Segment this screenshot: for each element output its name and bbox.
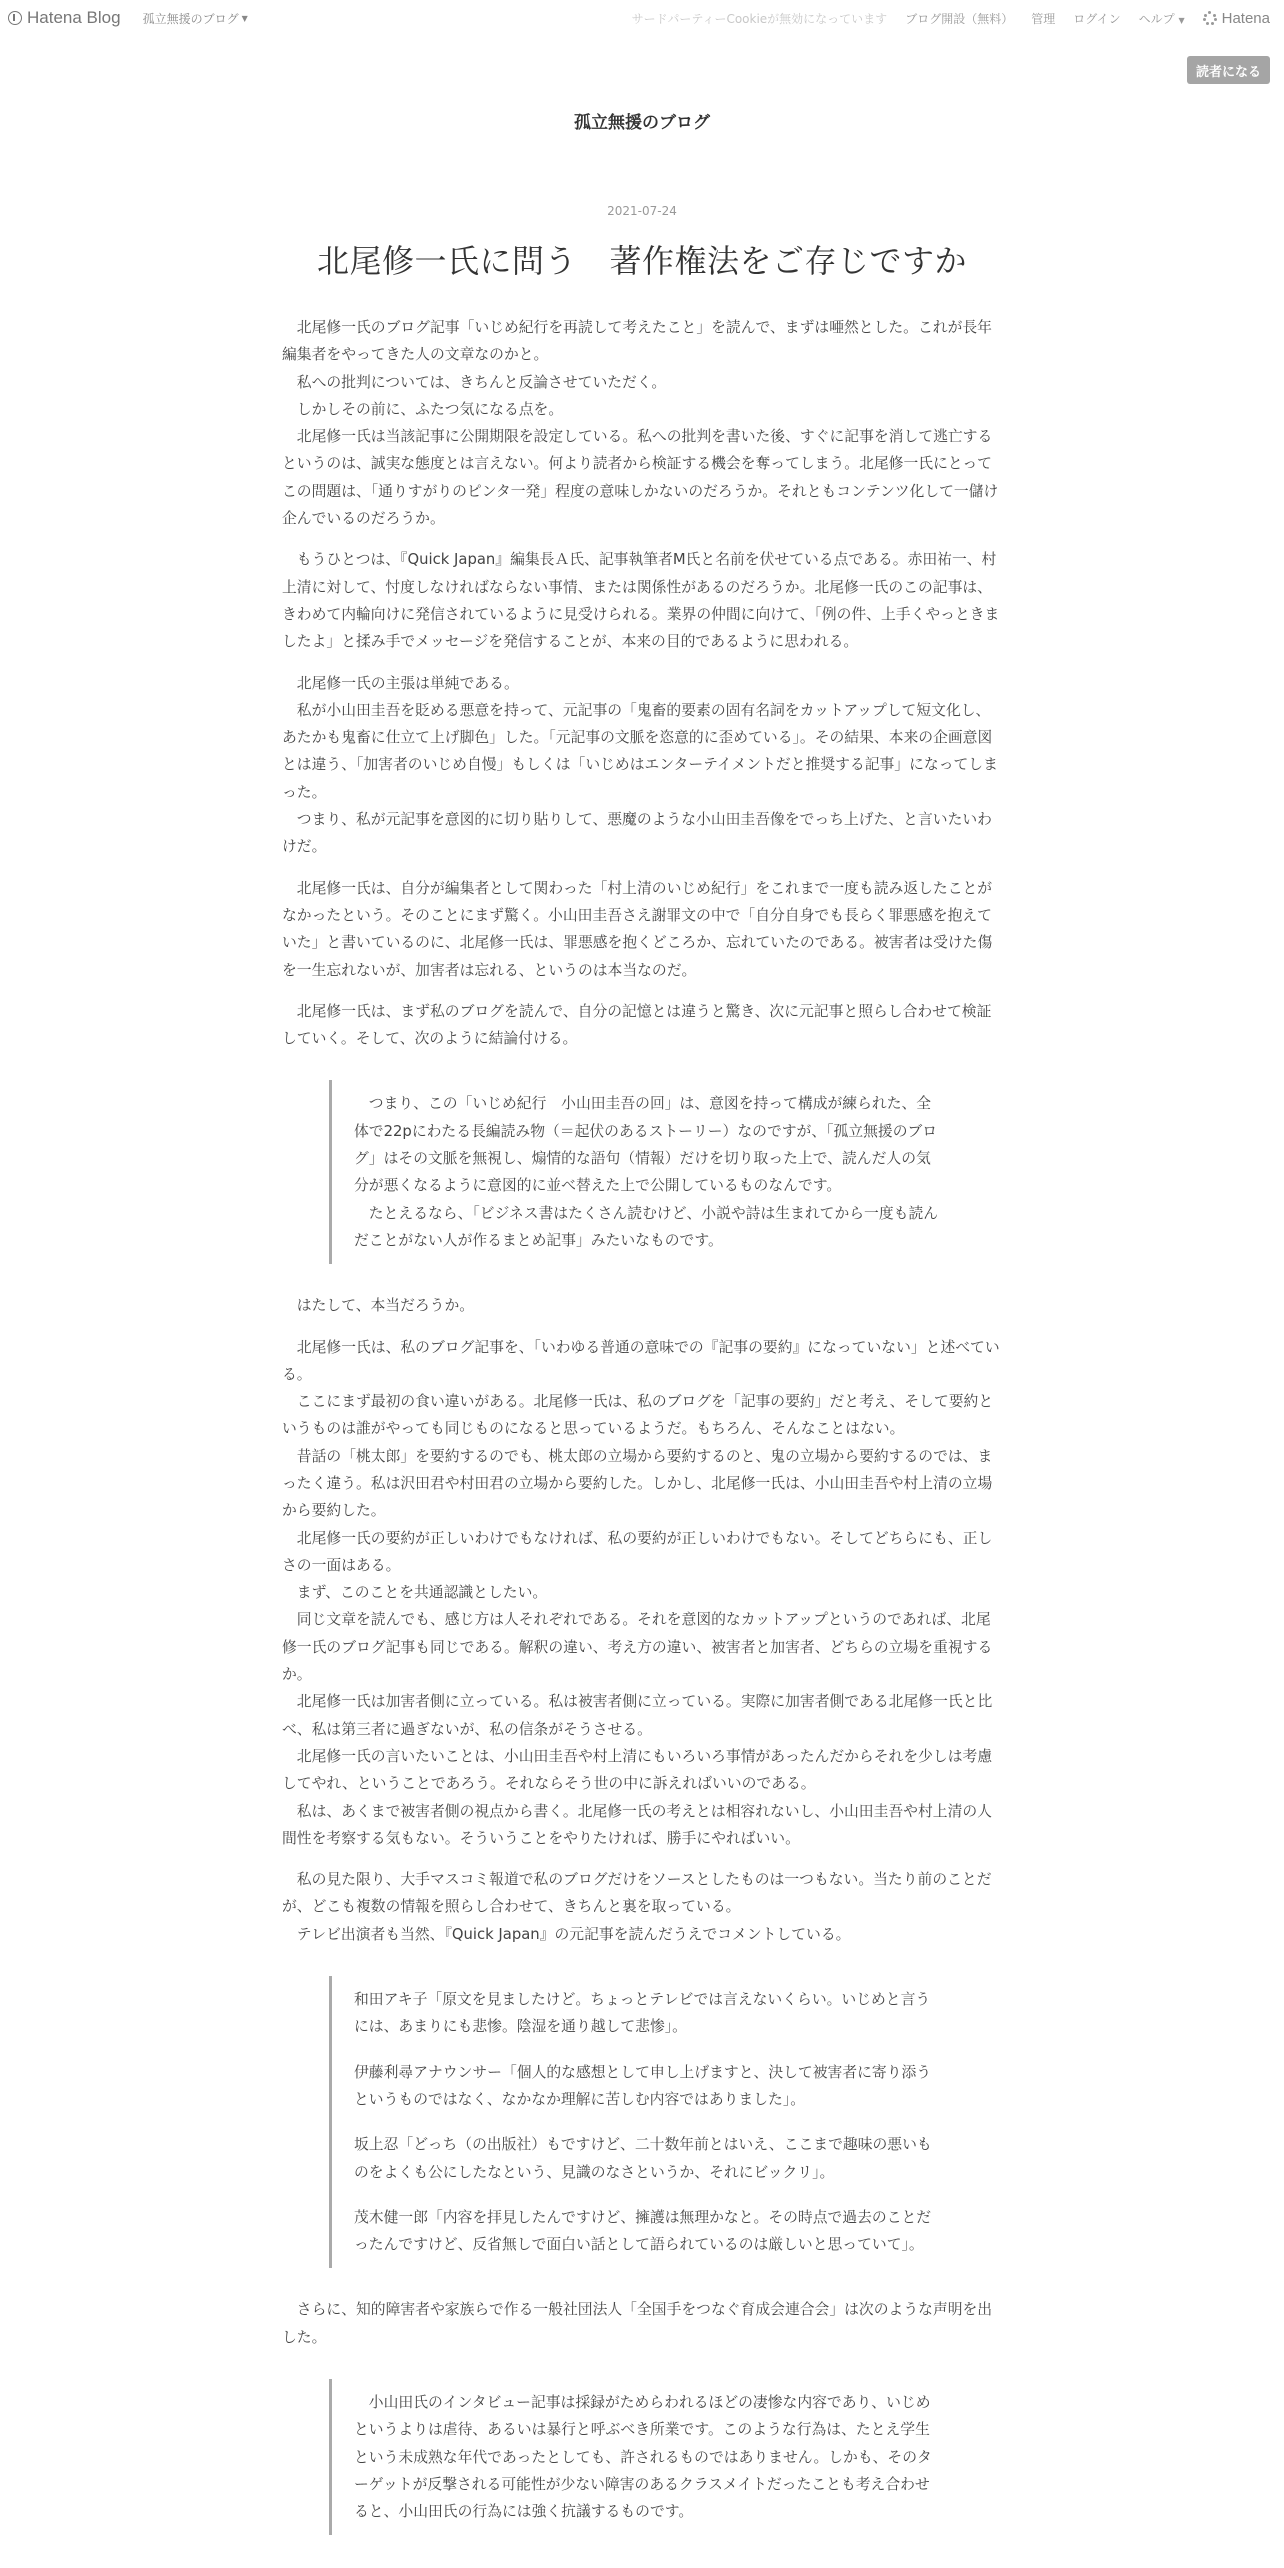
header-right <box>632 0 1270 36</box>
help-menu[interactable] <box>1139 10 1185 27</box>
paragraph: もうひとつは、『Quick Japan』編集長Ａ氏、記事執筆者M氏と名前を伏せている点である。赤田祐一、村上清に対して、忖度しなければならない事情、または関係性があるのだろうか。北尾修一氏のこの記事は、きわめて内輪向けに発信されているように見受けられる。業界の仲間に向けて、「例の件、上手くやっときましたよ」と揉み手でメッセージを発信することが、本来の目的であるように思われる。 <box>282 551 1000 651</box>
paragraph: さらに、知的障害者や家族らで作る一般社団法人「全国手をつなぐ育成会連合会」は次のような声明を出した。 <box>282 2301 993 2346</box>
paragraph: 北尾修一氏のブログ記事「いじめ紀行を再読して考えたこと」を読んで、まずは唖然とした。これが長年編集者をやってきた人の文章なのかと。 私への批判については、きちんと反論させていただく。 しかしその前に、ふたつ気になる点を。 北尾修一氏は当該記事に公開期限を設定している。私への批判を書いた後、すぐに記事を消して逃亡するというのは、誠実な態度とは言えない。何より読者から検証する機会を奪ってしまう。北尾修一氏にとってこの問題は、「通りすがりのピンタ一発」程度の意味しかないのだろうか。それともコンテンツ化して一儲け企んでいるのだろうか。 <box>282 319 999 528</box>
quote-text: 茂木健一郎「内容を拝見したんですけど、擁護は無理かなと。その時点で過去のことだったんですけど、反省無しで面白い話として語られているのは厳しいと思っていて」。 <box>354 2208 932 2254</box>
blog-title[interactable]: 孤立無援のブログ <box>574 113 710 133</box>
logo-text: Hatena Blog <box>27 8 121 27</box>
quote-text: 和田アキ子「原文を見ましたけど。ちょっとテレビでは言えないくらい。いじめと言うには、あまりにも悲惨。陰湿を通り越して悲惨」。 <box>354 1991 931 2036</box>
quote-text: 伊藤利尋アナウンサー「個人的な感想として申し上げますと、決して被害者に寄り添うというものではなく、なかなか理解に苦しむ内容ではありました」。 <box>354 2063 932 2108</box>
hatena-blog-logo[interactable] <box>8 8 121 28</box>
login-link[interactable]: ログイン <box>1073 11 1121 26</box>
entry-title[interactable]: 北尾修一氏に問う 著作権法をご存じですか <box>316 242 967 280</box>
blockquote <box>329 1080 1002 1264</box>
header-left <box>8 0 248 36</box>
paragraph: 北尾修一氏は、私のブログ記事を、「いわゆる普通の意味での『記事の要約』になっていない」と述べている。 ここにまず最初の食い違いがある。北尾修一氏は、私のブログを「記事の要約」だと考え、そして要約というものは誰がやっても同じものになると思っているようだ。もちろん、そんなことはない。 昔話の「桃太郎」を要約するのでも、桃太郎の立場から要約するのと、鬼の立場から要約するのでは、まったく違う。私は沢田君や村田君の立場から要約した。しかし、北尾修一氏は、小山田圭吾や村上清の立場から要約した。 北尾修一氏の要約が正しいわけでもなければ、私の要約が正しいわけでもない。そしてどちらにも、正しさの一面はある。 まず、このことを共通認識としたい。 同じ文章を読んでも、感じ方は人それぞれである。それを意図的なカットアップというのであれば、北尾修一氏のブログ記事も同じである。解釈の違い、考え方の違い、被害者と加害者、どちらの立場を重視するか。 北尾修一氏は加害者側に立っている。私は被害者側に立っている。実際に加害者側である北尾修一氏と比べ、私は第三者に過ぎないが、私の信条がそうさせる。 北尾修一氏の言いたいことは、小山田圭吾や村上清にもいろいろ事情があったんだからそれを少しは考慮してやれ、ということであろう。それならそう世の中に訴えればいいのである。 私は、あくまで被害者側の視点から書く。北尾修一氏の考えとは相容れないし、小山田圭吾や村上清の人間性を考察する気もない。そういうことをやりたければ、勝手にやればいい。 <box>282 1338 1000 1847</box>
cookie-notice[interactable]: サードパーティーCookieが無効になっています <box>631 11 888 26</box>
open-blog-link[interactable]: ブログ開設（無料） <box>905 11 1014 26</box>
quote-text: つまり、この「いじめ紀行 小山田圭吾の回」は、意図を持って構成が練られた、全体で22pにわたる長編読み物（＝起伏のあるストーリー）なのですが、「孤立無援のブログ」はその文脈を無視し、煽情的な語句（情報）だけを切り取った上で、読んだ人の気分が悪くなるように意図的に並べ替えた上で公開しているものなんです。 たとえるなら、「ビジネス書はたくさん読むけど、小説や詩は生まれてから一度も読んだことがない人が作るまとめ記事」みたいなものです。 <box>354 1095 939 1249</box>
entry-date[interactable]: 2021-07-24 <box>607 204 677 218</box>
hatena-label: Hatena <box>1221 9 1270 27</box>
blog-menu-label: 孤立無援のブログ <box>142 11 239 26</box>
paragraph: 北尾修一氏は、まず私のブログを読んで、自分の記憶とは違うと驚き、次に元記事と照らし合わせて検証していく。そして、次のように結論付ける。 <box>282 1002 992 1048</box>
paragraph: はたして、本当だろうか。 <box>282 1297 475 1315</box>
hatena-dots-icon <box>1203 11 1217 25</box>
chevron-down-icon: ▼ <box>241 13 248 23</box>
quote-text: 坂上忍「どっち（の出版社）もですけど、二十数年前とはいえ、ここまで趣味の悪いものをよくも公にしたなという、見識のなさというか、それにビックリ」。 <box>354 2136 932 2181</box>
hatena-blog-logo-icon <box>8 11 22 25</box>
quote-text: 小山田氏のインタビュー記事は採録がためらわれるほどの凄惨な内容であり、いじめというよりは虐待、あるいは暴行と呼ぶべき所業です。このような行為は、たとえ学生という未成熟な年代であったとしても、許されるものではありません。しかも、そのターゲットが反撃される可能性が少ない障害のあるクラスメイトだったことも考え合わせると、小山田氏の行為には強く抗議するものです。 <box>354 2394 932 2521</box>
paragraph: 北尾修一氏の主張は単純である。 私が小山田圭吾を貶める悪意を持って、元記事の「鬼畜的要素の固有名詞をカットアップして短文化し、あたかも鬼畜に仕立て上げ脚色」した。「元記事の文脈を恣意的に歪めている」。その結果、本来の企画意図とは違う、「加害者のいじめ自慢」もしくは「いじめはエンターテイメントだと推奨する記事」になってしまった。 つまり、私が元記事を意図的に切り貼りして、悪魔のような小山田圭吾像をでっち上げた、と言いたいわけだ。 <box>282 674 998 856</box>
paragraph: 私の見た限り、大手マスコミ報道で私のブログだけをソースとしたものは一つもない。当たり前のことだが、どこも複数の情報を照らし合わせて、きちんと裏を取っている。 テレビ出演者も当然、『Quick Japan』の元記事を読んだうえでコメントしている。 <box>282 1871 992 1943</box>
blog-menu[interactable] <box>143 10 248 27</box>
entry-content <box>282 314 1002 2563</box>
blockquote <box>329 2379 1002 2535</box>
help-label: ヘルプ <box>1138 11 1175 26</box>
follow-button[interactable]: 読者になる <box>1187 56 1270 84</box>
admin-link[interactable]: 管理 <box>1031 11 1056 26</box>
chevron-down-icon: ▼ <box>1178 15 1185 25</box>
hatena-menu[interactable] <box>1203 10 1270 27</box>
paragraph: 北尾修一氏は、自分が編集者として関わった「村上清のいじめ紀行」をこれまで一度も読み返したことがなかったという。そのことにまず驚く。小山田圭吾さえ謝罪文の中で「自分自身でも長らく罪悪感を抱えていた」と書いているのに、北尾修一氏は、罪悪感を抱くどころか、忘れていたのである。被害者は受けた傷を一生忘れないが、加害者は忘れる、というのは本当なのだ。 <box>282 879 993 979</box>
blockquote <box>329 1976 1002 2268</box>
global-header <box>0 0 1284 36</box>
